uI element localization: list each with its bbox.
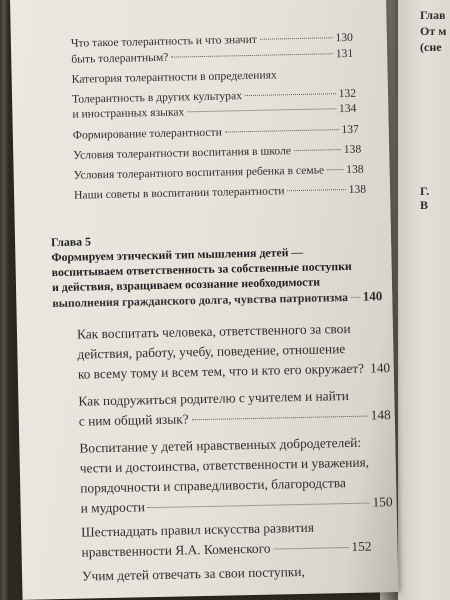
toc-entry-title: Как подружиться родителю с учителем и найти	[78, 387, 349, 409]
toc-entry-title: Учим детей отвечать за свои поступки,	[81, 563, 305, 584]
toc-entry-title: действия, работу, учебу, поведение, отношение	[77, 341, 346, 362]
toc-entry-page: 130	[335, 30, 353, 45]
toc-entry-title: ко всему тому и всем тем, что и кто его окружает?	[77, 360, 365, 382]
toc-entry-page: 140	[369, 360, 391, 376]
toc-entry-page: 152	[351, 538, 372, 554]
toc-entry	[80, 455, 370, 477]
toc-entry	[77, 321, 351, 343]
toc-entry-page: 150	[372, 494, 393, 510]
toc-entry-title: Категория толерантности в определениях	[71, 68, 277, 86]
toc-entry-page: 137	[341, 122, 359, 137]
toc-entry	[82, 564, 305, 585]
toc-entry-title: Шестнадцать правил искусства развития	[81, 519, 315, 540]
toc-entry-page: 138	[346, 162, 364, 176]
toc-entry-title: чести и достоинства, ответственности и уважения,	[79, 454, 370, 476]
toc-entry	[73, 143, 361, 162]
toc-entry-title: Условия толерантности воспитания в школе	[73, 144, 292, 162]
right-page-fragment: От м	[420, 24, 447, 38]
toc-entry-title: Что такое толерантность и что значит	[70, 32, 258, 50]
right-page-fragment: В	[420, 198, 429, 212]
right-page-fragment: (сне	[420, 40, 442, 54]
toc-entry-page: 138	[343, 142, 362, 157]
toc-entry	[80, 475, 346, 497]
toc-entry-title: и иностранных языках	[72, 105, 185, 121]
toc-entry	[73, 123, 359, 142]
book-page	[10, 0, 398, 600]
chapter-heading: Глава 5	[50, 234, 92, 250]
toc-entry-title: Формирование толерантности	[72, 125, 222, 142]
toc-entry	[79, 435, 361, 457]
toc-entry	[74, 183, 366, 202]
toc-entry-title: нравственности Я.А. Коменского	[81, 540, 271, 560]
toc-entry	[77, 360, 391, 382]
toc-entry-title: быть толерантным?	[71, 50, 169, 66]
toc-entry-page: 131	[335, 46, 354, 61]
toc-entry	[78, 388, 349, 410]
toc-entry	[80, 494, 392, 517]
toc-entry-page: 134	[338, 101, 357, 116]
toc-entry	[71, 47, 353, 66]
right-page	[398, 0, 450, 600]
toc-entry-title: Наши советы в воспитании толерантности	[73, 184, 285, 202]
toc-entry	[79, 407, 391, 430]
toc-entry-page: 148	[370, 407, 391, 423]
toc-entry-page: 132	[338, 86, 357, 101]
toc-entry-title: Толерантность в других культурах	[71, 89, 243, 106]
toc-entry-title: порядочности и справедливости, благородства	[80, 475, 346, 496]
toc-entry-title: с ним общий язык?	[78, 411, 189, 429]
chapter-page: 140	[362, 288, 383, 304]
toc-entry	[77, 341, 345, 363]
toc-entry	[74, 163, 364, 182]
toc-entry	[81, 520, 314, 541]
toc-entry	[81, 539, 371, 561]
toc-entry-title: Воспитание у детей нравственных добродетелей:	[79, 434, 362, 456]
toc-entry-title: и мудрости	[80, 499, 146, 516]
toc-entry	[72, 68, 277, 85]
toc-entry-title: Как воспитать человека, ответственного за свои	[76, 320, 351, 342]
chapter-title-line: Формируем этический тип мышления детей —	[51, 244, 304, 265]
right-page-fragment: Г.	[420, 184, 430, 198]
chapter-title-line: воспитываем ответственность за собственные поступки	[51, 258, 352, 280]
chapter-title-line: выполнения гражданского долга, чувства патриотизма	[52, 289, 349, 311]
toc-entry-page: 138	[348, 182, 367, 196]
right-page-fragment: Глав	[420, 8, 446, 22]
toc-entry-title: Условия толерантного воспитания ребенка в семье	[73, 163, 325, 182]
chapter-title-line: и действия, взращиваем осознание необходимости	[51, 274, 321, 295]
